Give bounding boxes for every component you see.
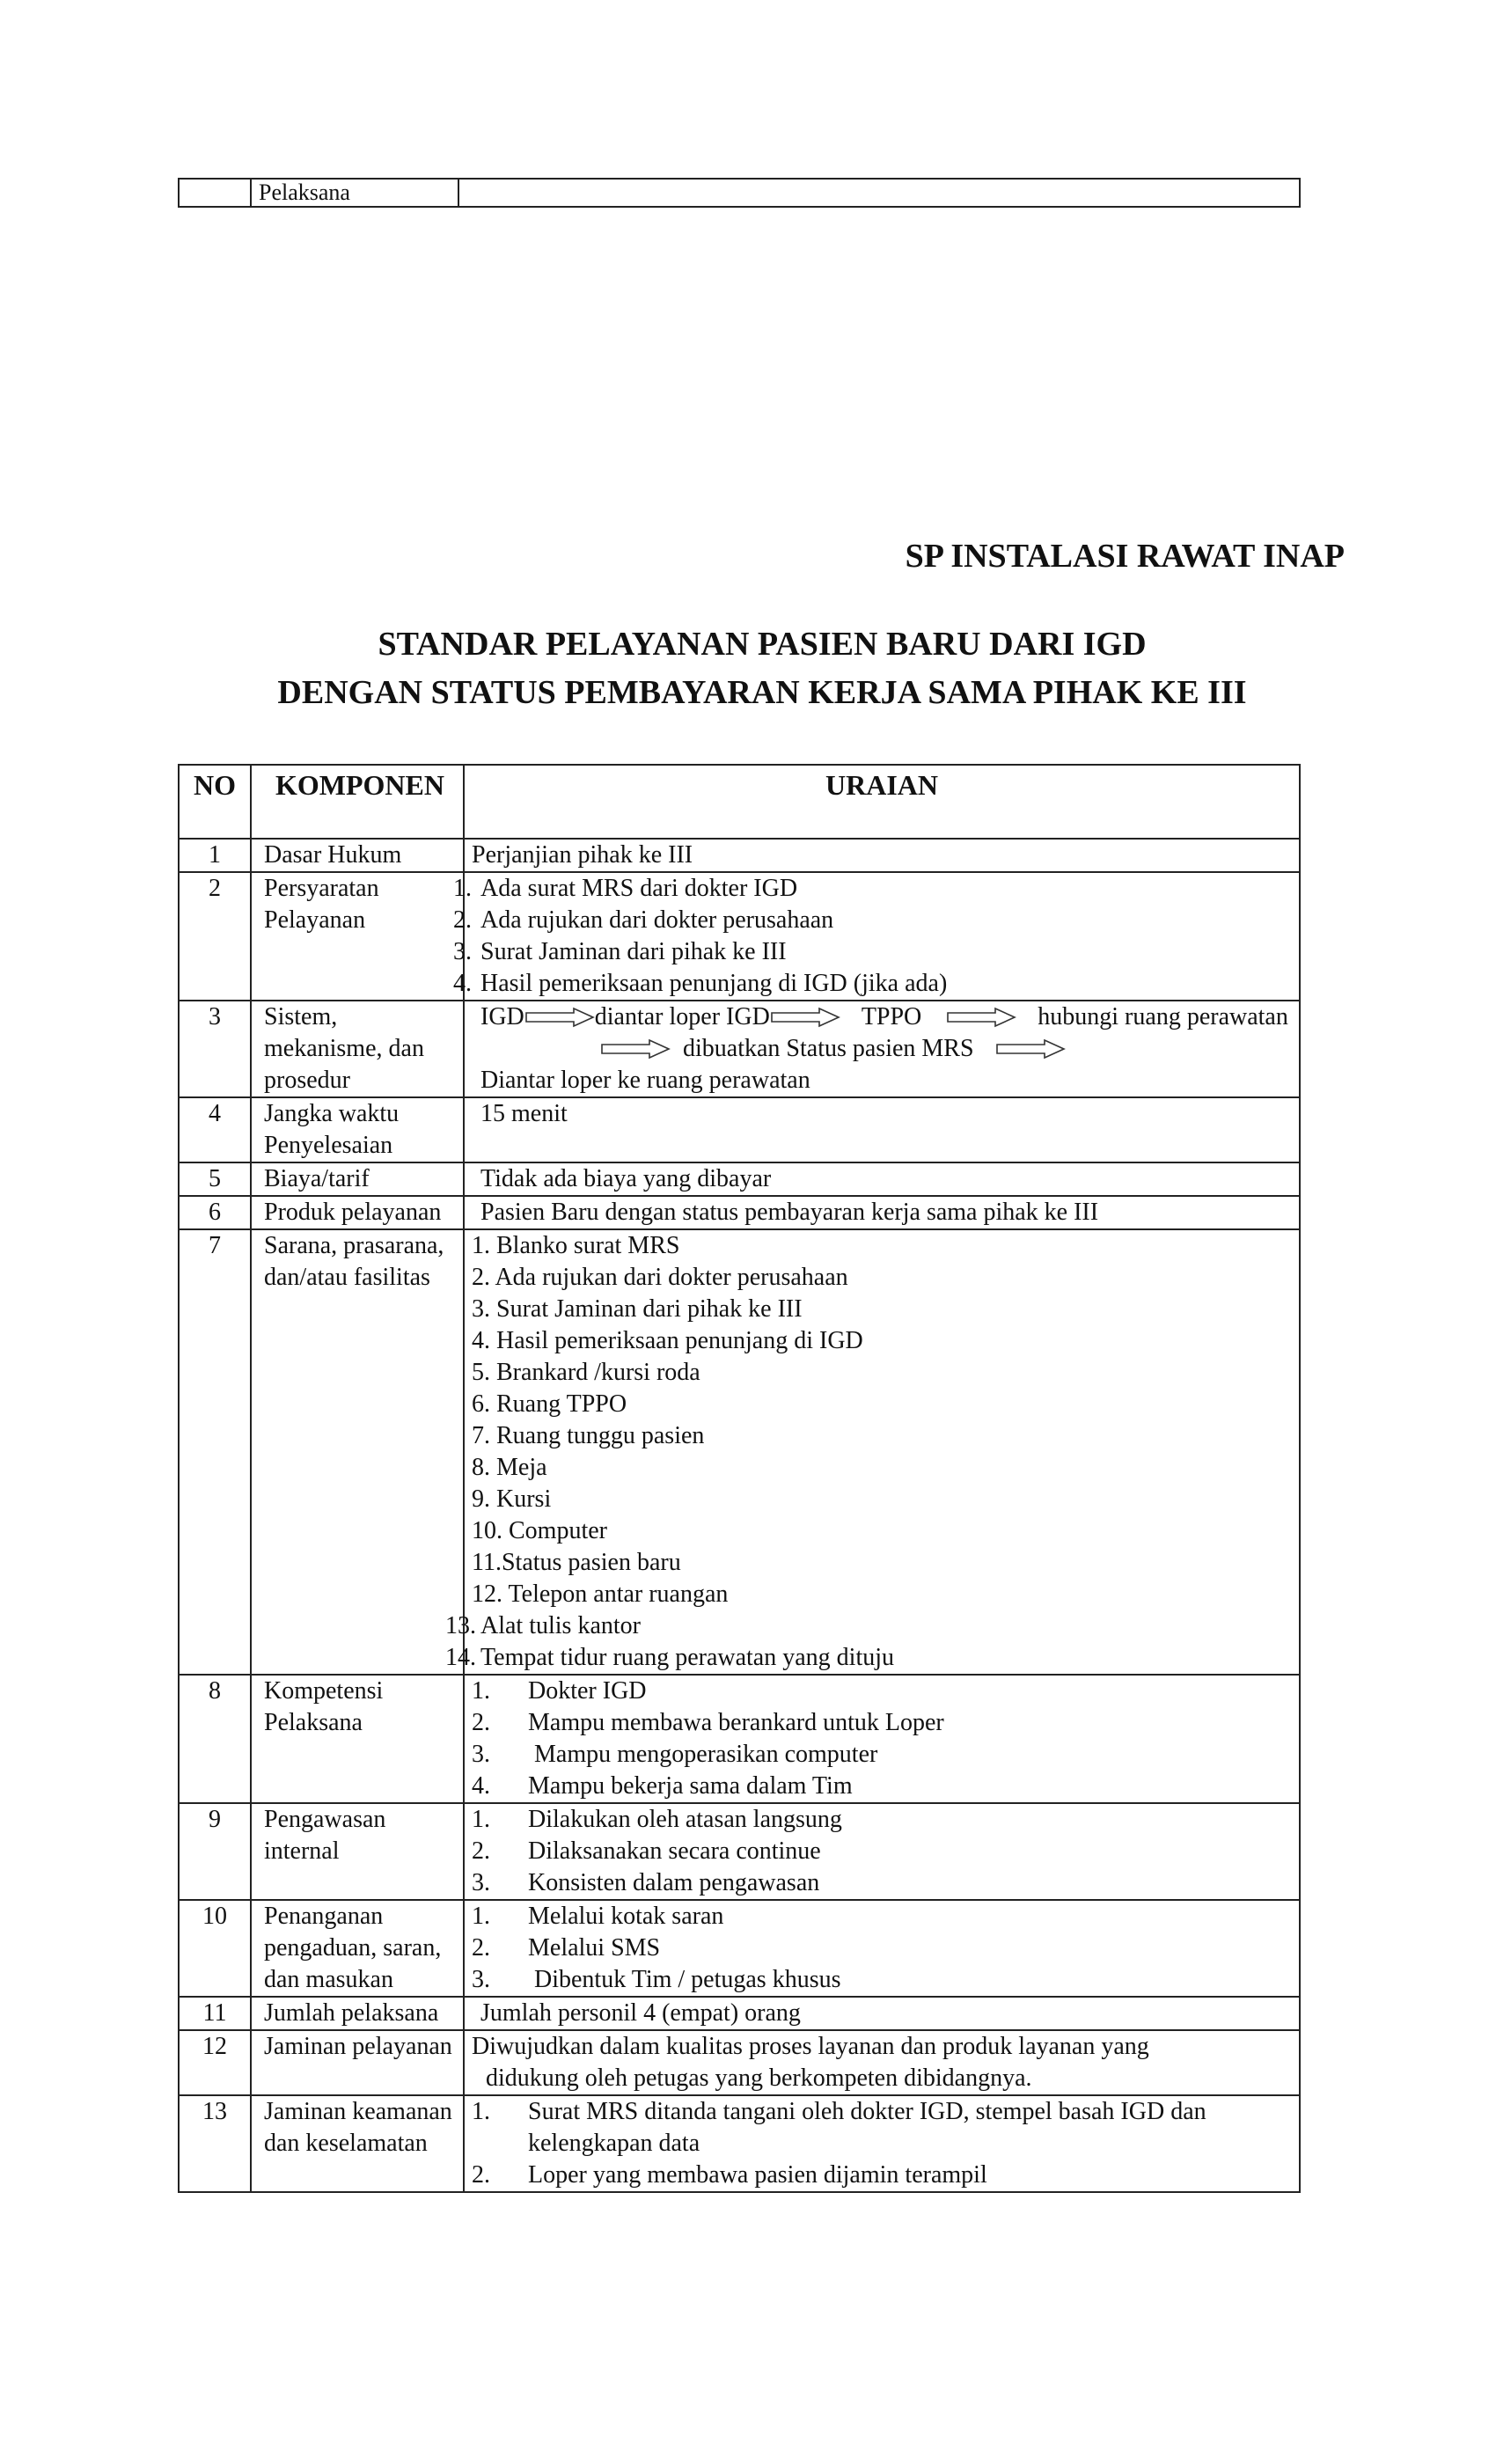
top-fragment-table (178, 178, 1301, 208)
row-uraian (464, 1803, 1300, 1900)
list-item: 1. Surat MRS ditanda tangani oleh dokter IGD, stempel basah IGD dan kelengkapan data (472, 2098, 1206, 2157)
list-item: 14. Tempat tidur ruang perawatan yang dituju (445, 1644, 894, 1671)
text-line: Diwujudkan dalam kualitas proses layanan dan produk layanan yang (472, 2033, 1149, 2060)
row-no: 3 (179, 1001, 251, 1097)
row-no: 4 (179, 1097, 251, 1162)
list-item: 1. Dokter IGD (472, 1677, 647, 1705)
title-line-1: STANDAR PELAYANAN PASIEN BARU DARI IGD (378, 626, 1147, 663)
flow-step: dibuatkan Status pasien MRS (683, 1035, 974, 1062)
arrow-right-icon (995, 1038, 1066, 1060)
header-no: NO (179, 765, 251, 839)
table-row (179, 1229, 1300, 1675)
row-no: 7 (179, 1229, 251, 1675)
row-no: 6 (179, 1196, 251, 1229)
title-line-2: DENGAN STATUS PEMBAYARAN KERJA SAMA PIHAK KE III (277, 674, 1247, 711)
row-komponen: Jaminan pelayanan (251, 2030, 464, 2095)
table-row (179, 1675, 1300, 1803)
row-uraian (464, 2095, 1300, 2192)
list-item: 2. Loper yang membawa pasien dijamin terampil (472, 2161, 987, 2189)
list-item: 4. Mampu bekerja sama dalam Tim (472, 1772, 853, 1800)
row-no: 13 (179, 2095, 251, 2192)
list-item: 11.Status pasien baru (472, 1549, 681, 1576)
top-cell-2: Pelaksana (251, 179, 458, 207)
top-cell-3 (458, 179, 1300, 207)
row-komponen: Jangka waktu Penyelesaian (251, 1097, 464, 1162)
table-row (179, 2030, 1300, 2095)
arrow-right-icon (600, 1038, 671, 1060)
table-header-row (179, 765, 1300, 839)
arrow-right-icon (770, 1007, 840, 1028)
row-komponen: Dasar Hukum (251, 839, 464, 872)
row-uraian: Tidak ada biaya yang dibayar (464, 1162, 1300, 1196)
table-row (179, 1997, 1300, 2030)
header-uraian: URAIAN (464, 765, 1300, 839)
table-row (179, 1196, 1300, 1229)
row-uraian (464, 2030, 1300, 2095)
table-row (179, 872, 1300, 1001)
standard-table (178, 764, 1301, 2193)
row-komponen: Sarana, prasarana, dan/atau fasilitas (251, 1229, 464, 1675)
row-komponen: Produk pelayanan (251, 1196, 464, 1229)
list-item: 6. Ruang TPPO (472, 1390, 627, 1418)
row-komponen: Pengawasan internal (251, 1803, 464, 1900)
list-item: 2. Dilaksanakan secara continue (472, 1837, 821, 1865)
top-cell-1 (179, 179, 251, 207)
list-item: 13. Alat tulis kantor (445, 1612, 641, 1639)
flow-step: Diantar loper ke ruang perawatan (480, 1067, 810, 1094)
row-no: 10 (179, 1900, 251, 1997)
row-no: 8 (179, 1675, 251, 1803)
row-uraian: 15 menit (464, 1097, 1300, 1162)
row-komponen: Biaya/tarif (251, 1162, 464, 1196)
list-item: 5. Brankard /kursi roda (472, 1359, 700, 1386)
list-item: 1. Melalui kotak saran (472, 1903, 724, 1930)
row-no: 2 (179, 872, 251, 1001)
list-item: 2. Ada rujukan dari dokter perusahaan (453, 906, 834, 934)
row-komponen: Penanganan pengaduan, saran, dan masukan (251, 1900, 464, 1997)
list-item: 1. Dilakukan oleh atasan langsung (472, 1806, 842, 1833)
row-komponen: Jaminan keamanan dan keselamatan (251, 2095, 464, 2192)
row-no: 9 (179, 1803, 251, 1900)
list-item: 12. Telepon antar ruangan (472, 1580, 729, 1608)
row-komponen: Sistem, mekanisme, dan prosedur (251, 1001, 464, 1097)
list-item: 7. Ruang tunggu pasien (472, 1422, 705, 1449)
flow-step: diantar loper IGD (594, 1003, 770, 1030)
row-no: 1 (179, 839, 251, 872)
list-item: 3. Mampu mengoperasikan computer (472, 1741, 878, 1768)
arrow-right-icon (946, 1007, 1016, 1028)
row-komponen: Jumlah pelaksana (251, 1997, 464, 2030)
flow-step: hubungi ruang perawatan (1038, 1003, 1288, 1030)
list-item: 2. Melalui SMS (472, 1934, 661, 1962)
row-uraian: Pasien Baru dengan status pembayaran kerja sama pihak ke III (464, 1196, 1300, 1229)
flow-step: IGD (480, 1003, 524, 1030)
row-komponen: Persyaratan Pelayanan (251, 872, 464, 1001)
row-uraian-flow (464, 1001, 1300, 1097)
sp-heading: SP INSTALASI RAWAT INAP (905, 538, 1345, 575)
table-row (179, 1001, 1300, 1097)
list-item: 2. Mampu membawa berankard untuk Loper (472, 1709, 944, 1736)
list-item: 2. Ada rujukan dari dokter perusahaan (472, 1264, 848, 1291)
list-item: 8. Meja (472, 1454, 547, 1481)
table-row (179, 1162, 1300, 1196)
row-uraian (464, 1675, 1300, 1803)
list-item: 1. Ada surat MRS dari dokter IGD (453, 875, 798, 902)
row-uraian (464, 1900, 1300, 1997)
list-item: 4. Hasil pemeriksaan penunjang di IGD (472, 1327, 863, 1354)
row-komponen: Kompetensi Pelaksana (251, 1675, 464, 1803)
table-row (179, 2095, 1300, 2192)
list-item: 10. Computer (472, 1517, 607, 1544)
row-no: 11 (179, 1997, 251, 2030)
list-item: 3. Surat Jaminan dari pihak ke III (453, 938, 787, 965)
flow-step: TPPO (861, 1003, 922, 1030)
list-item: 4. Hasil pemeriksaan penunjang di IGD (jika ada) (453, 970, 948, 997)
text-line: didukung oleh petugas yang berkompeten dibidangnya. (486, 2064, 1032, 2092)
list-item: 1. Blanko surat MRS (472, 1232, 680, 1259)
list-item: 3. Surat Jaminan dari pihak ke III (472, 1295, 803, 1323)
row-uraian (453, 872, 1300, 1001)
header-komponen: KOMPONEN (251, 765, 464, 839)
row-uraian: Perjanjian pihak ke III (464, 839, 1300, 872)
row-uraian: Jumlah personil 4 (empat) orang (464, 1997, 1300, 2030)
table-row (179, 1900, 1300, 1997)
table-row (179, 1097, 1300, 1162)
row-no: 12 (179, 2030, 251, 2095)
arrow-right-icon (524, 1007, 595, 1028)
list-item: 9. Kursi (472, 1485, 552, 1513)
row-no: 5 (179, 1162, 251, 1196)
list-item: 3. Dibentuk Tim / petugas khusus (472, 1966, 841, 1993)
list-item: 3. Konsisten dalam pengawasan (472, 1869, 820, 1896)
table-row (179, 839, 1300, 872)
table-row (179, 1803, 1300, 1900)
row-uraian (445, 1229, 1300, 1675)
